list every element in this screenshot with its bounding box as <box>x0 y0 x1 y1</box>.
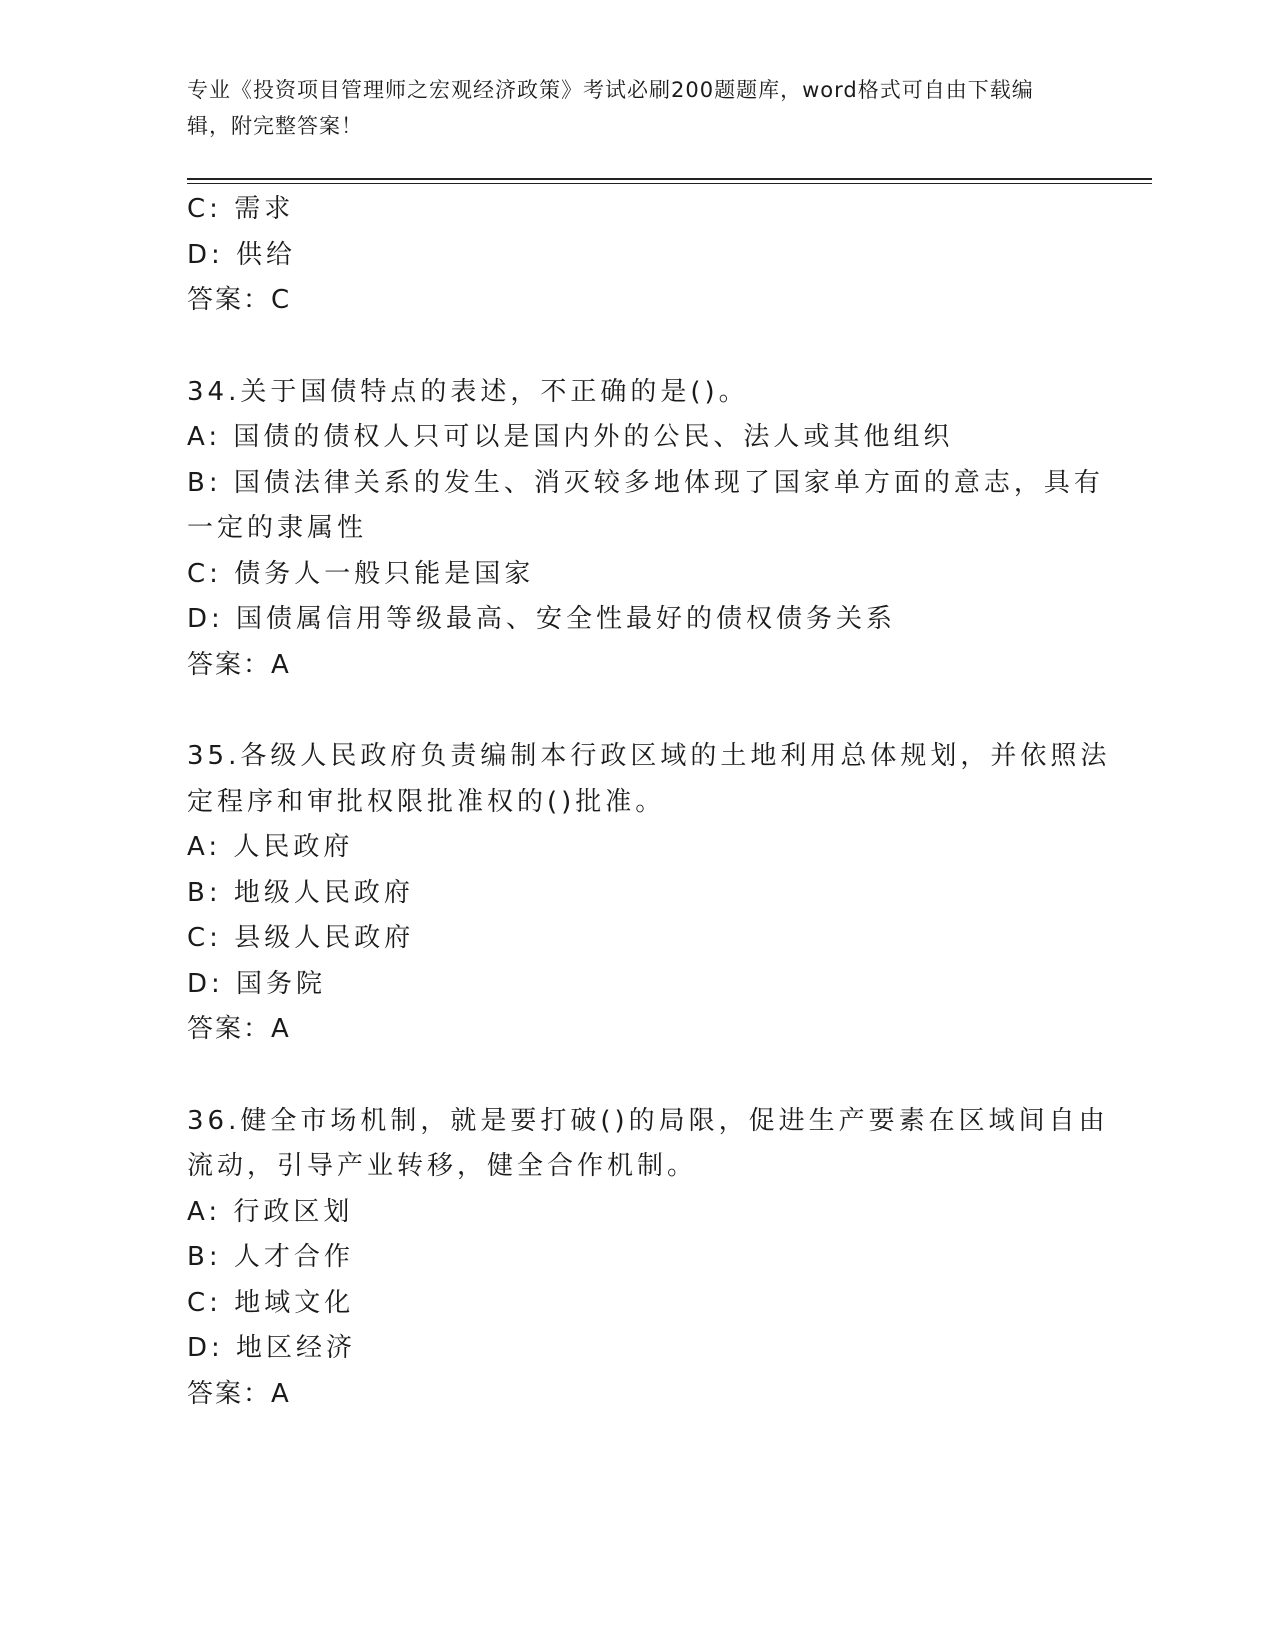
header-rule-thick <box>187 178 1152 180</box>
option-letter: D: <box>187 1333 224 1363</box>
option-line <box>187 187 1087 233</box>
option-text: 行政区划 <box>233 1196 354 1227</box>
option-continuation: 一定的隶属性 <box>187 513 368 543</box>
option-text: 县级人民政府 <box>234 923 415 953</box>
option-letter: D: <box>187 968 224 999</box>
option-text: 国务院 <box>236 968 327 999</box>
option-text: 国债属信用等级最高、安全性最好的债权债务关系 <box>236 604 897 634</box>
option-text: 供给 <box>236 239 297 270</box>
option-letter: C: <box>187 923 222 953</box>
answer-line: 答案：A <box>187 649 291 680</box>
answer-line: 答案：A <box>187 1378 291 1409</box>
option-letter: D: <box>187 239 224 270</box>
spacer <box>187 688 1087 734</box>
option-letter: C: <box>187 558 222 589</box>
answer-line: 答案：C <box>187 285 292 315</box>
option-text: 人民政府 <box>233 832 354 862</box>
option-text: 地级人民政府 <box>233 877 414 908</box>
question-stem-continuation: 定程序和审批权限批准权的()批准。 <box>187 786 666 817</box>
option-letter: B: <box>187 1242 222 1272</box>
answer-line: 答案：A <box>187 1014 291 1044</box>
option-line <box>187 962 1087 1008</box>
option-line <box>187 552 1087 598</box>
option-line <box>187 415 1087 461</box>
option-letter: A: <box>187 422 222 452</box>
option-line <box>187 1326 1087 1372</box>
question-stem: 36.健全市场机制，就是要打破()的局限，促进生产要素在区域间自由 <box>187 1105 1109 1136</box>
document-body <box>187 187 1111 1417</box>
question-stem: 35.各级人民政府负责编制本行政区域的土地利用总体规划，并依照法 <box>187 741 1111 771</box>
option-letter: A: <box>187 832 222 862</box>
option-letter: D: <box>187 604 224 634</box>
option-text: 需求 <box>234 194 295 224</box>
option-text: 地域文化 <box>234 1287 355 1318</box>
option-line <box>187 1281 1087 1327</box>
option-line <box>187 825 1087 871</box>
header-rule-thin <box>187 183 1152 184</box>
spacer <box>187 1053 1087 1099</box>
document-header: 专业《投资项目管理师之宏观经济政策》考试必刷200题题库，word格式可自由下载编辑，附完整答案！ <box>187 78 1034 138</box>
option-line <box>187 871 1087 917</box>
option-letter: C: <box>187 1287 222 1318</box>
option-line <box>187 1235 1087 1281</box>
option-letter: B: <box>187 877 222 908</box>
option-text: 国债的债权人只可以是国内外的公民、法人或其他组织 <box>233 422 954 452</box>
option-letter: C: <box>187 194 222 224</box>
option-text: 地区经济 <box>236 1333 357 1363</box>
option-line <box>187 597 1087 643</box>
question-stem-continuation: 流动，引导产业转移，健全合作机制。 <box>187 1151 698 1181</box>
option-text: 债务人一般只能是国家 <box>234 558 535 589</box>
spacer <box>187 324 1087 370</box>
option-text: 人才合作 <box>233 1242 354 1272</box>
option-text: 国债法律关系的发生、消灭较多地体现了国家单方面的意志，具有 <box>233 467 1104 498</box>
option-line <box>187 233 1087 279</box>
question-stem: 34.关于国债特点的表述，不正确的是()。 <box>187 376 749 407</box>
option-letter: B: <box>187 467 222 498</box>
option-letter: A: <box>187 1196 222 1227</box>
option-line <box>187 461 1104 507</box>
option-line <box>187 916 1087 962</box>
option-line <box>187 1190 1087 1236</box>
